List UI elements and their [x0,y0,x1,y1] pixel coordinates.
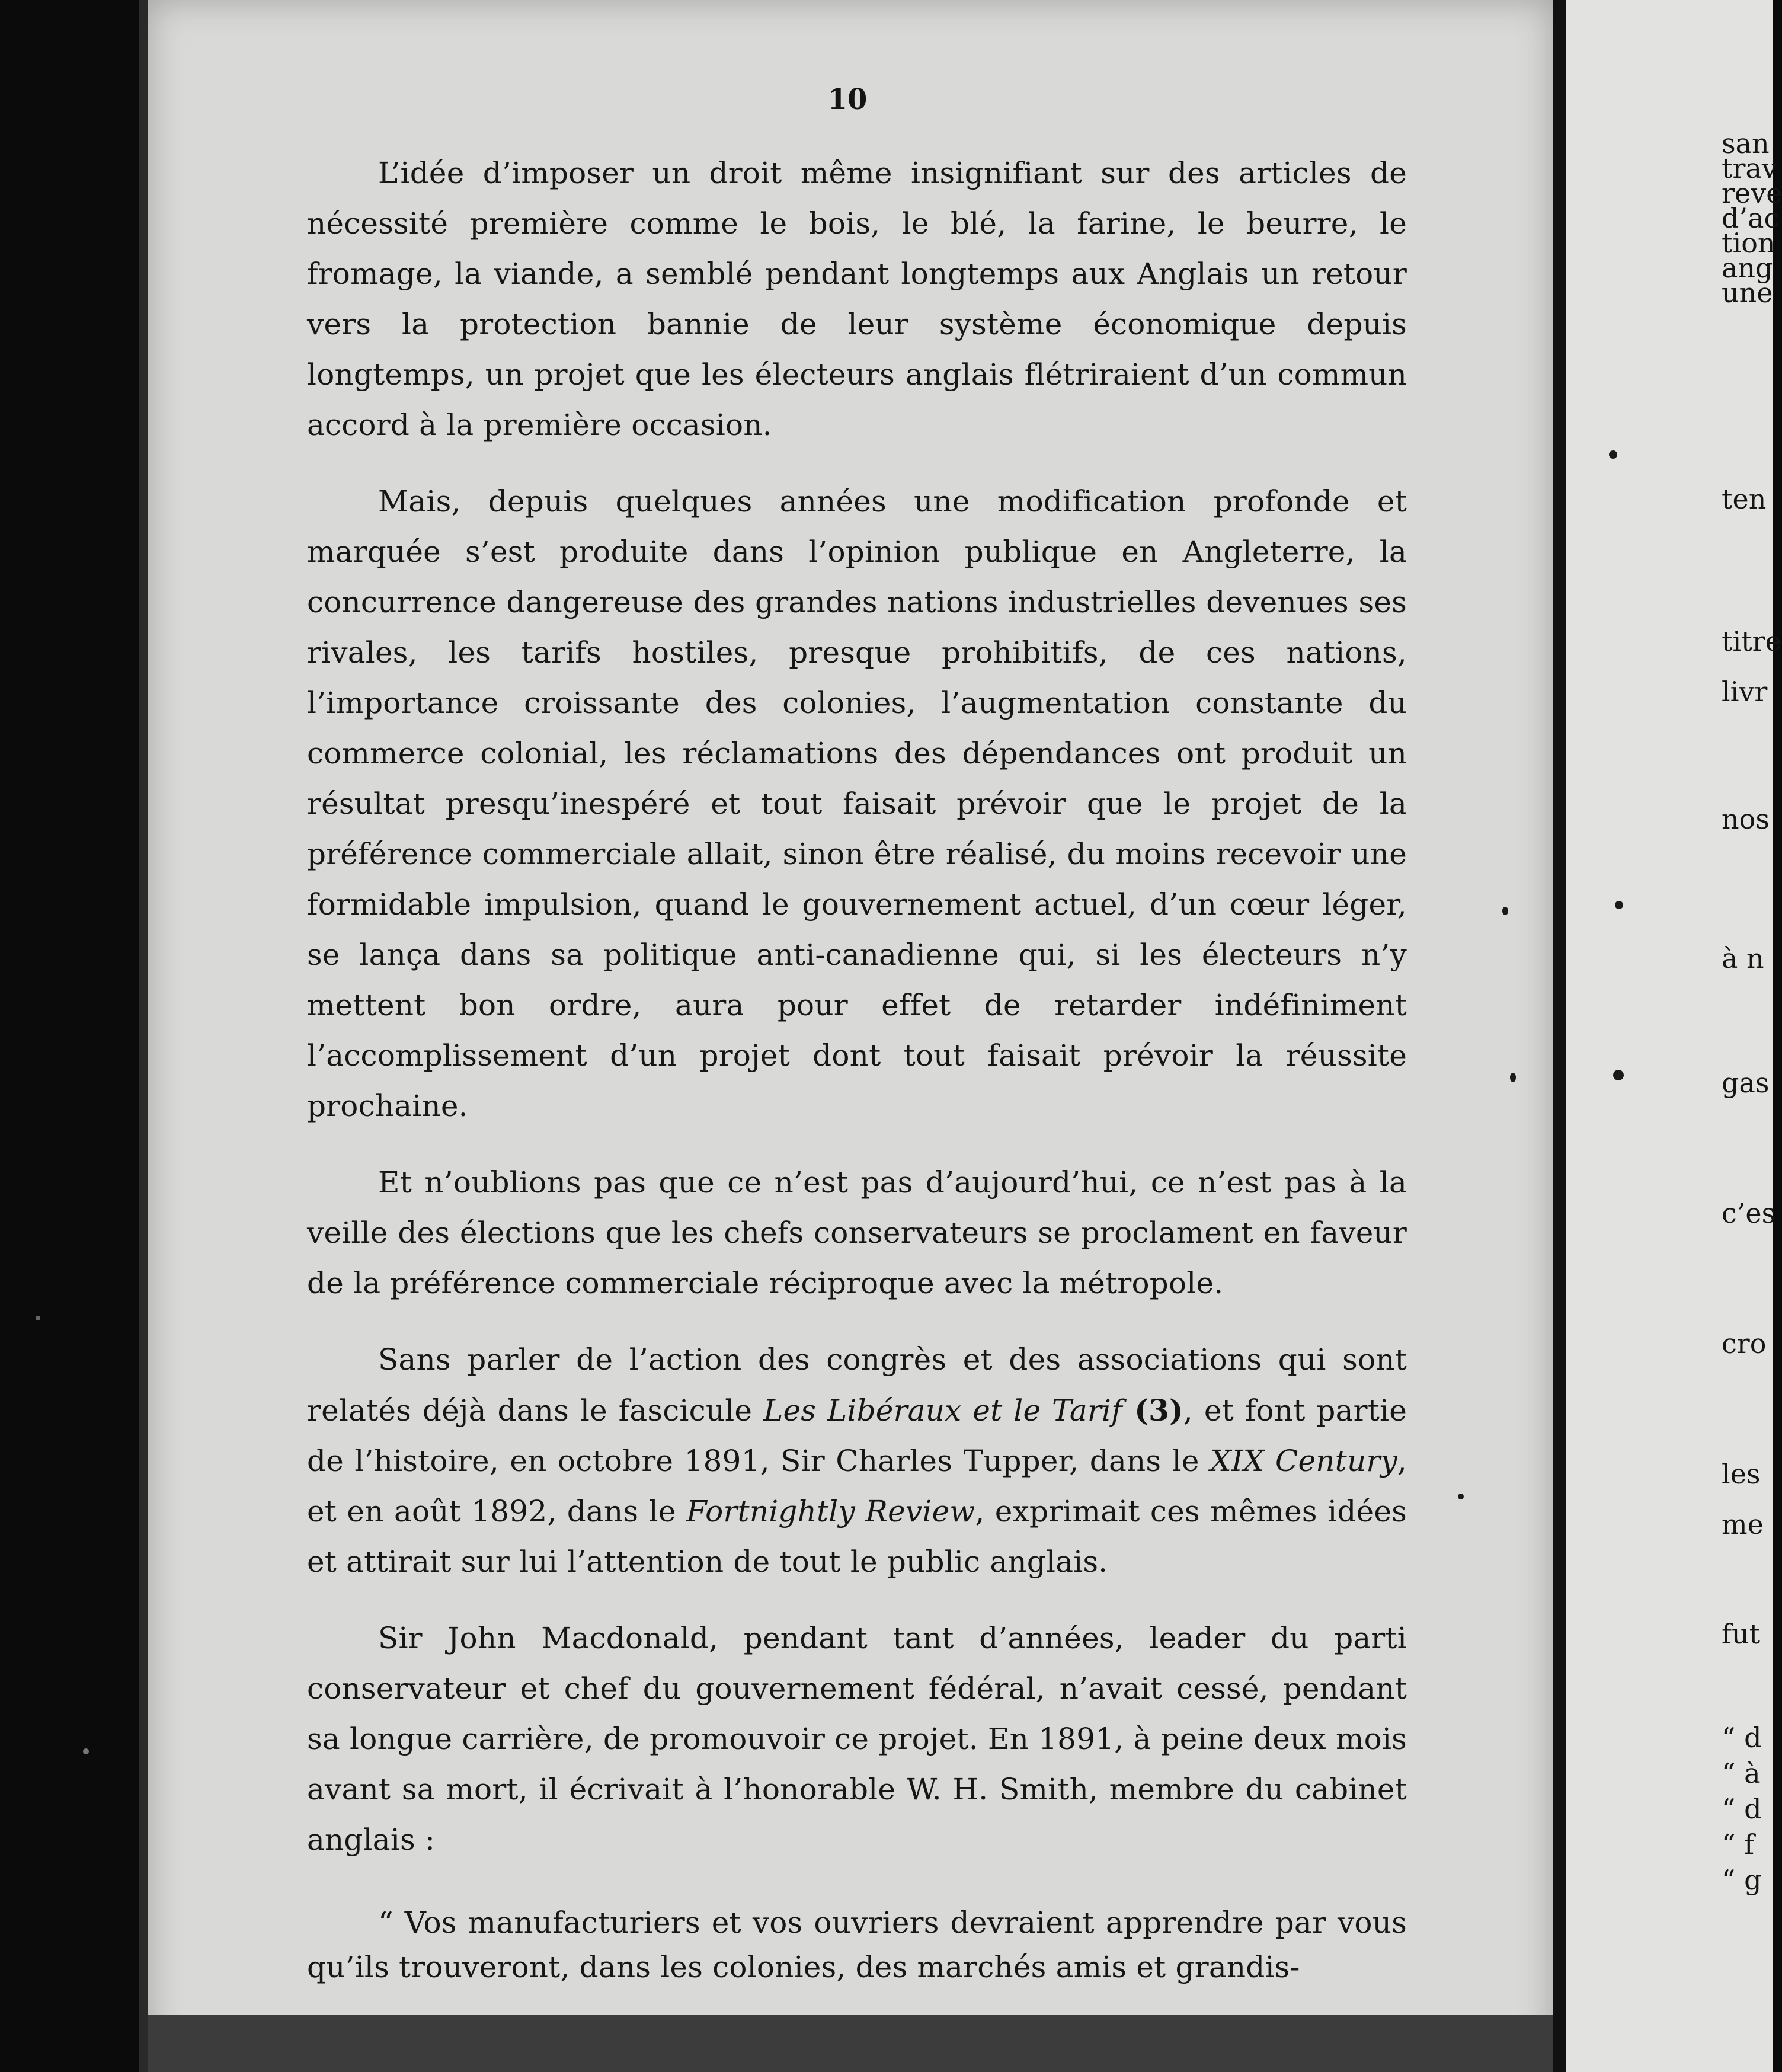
fascicule-reference: (3) [1122,1393,1183,1428]
paragraph-4-text-a: Sans parler de l’action des congrès et des associations qui sont relatés déjà dans le fascicule [307,1342,1407,1428]
facing-fragment: cro [1722,1328,1767,1360]
ink-speck [1613,1070,1624,1080]
facing-fragment: une [1722,277,1773,309]
cited-title-xix-century: XIX Century [1210,1444,1397,1478]
paragraph-4-text-c: , et en août 1892, dans le [307,1444,1407,1529]
facing-fragment: titre [1722,625,1781,657]
facing-fragment: gas [1722,1067,1770,1099]
page-body [307,148,1407,2016]
facing-fragment: ang [1722,252,1773,284]
facing-fragment: “ à [1722,1757,1761,1789]
facing-fragment: me [1722,1508,1764,1540]
paragraph-4-text-b: , et font partie de l’histoire, en octobre 1891, Sir Charles Tupper, dans le [307,1393,1407,1478]
cited-title-les-liberaux: Les Libéraux et le Tarif [763,1393,1122,1428]
facing-fragment: reve [1722,177,1782,209]
page-number: 10 [827,83,868,116]
quotation: “ Vos manufacturiers et vos ouvriers devraient apprendre par vous qu’ils trouveront, dans les colonies, des marchés amis et grandis- [307,1905,1407,1984]
paragraph-1: L’idée d’imposer un droit même insignifiant sur des articles de nécessité première comme le bois, le blé, la farine, le beurre, le fromage, la viande, a semblé pendant longtemps aux Anglais un retour vers la protection bannie de leur système économique depuis longtemps, un projet que les électeurs anglais flétriraient d’un commun accord à la première occasion. [307,156,1407,442]
ink-speck [1502,907,1508,915]
facing-fragment: à n [1722,942,1764,974]
facing-fragment: tion [1722,227,1775,259]
ink-speck [1609,450,1617,459]
paragraph-5: Sir John Macdonald, pendant tant d’années, leader du parti conservateur et chef du gouvernement fédéral, n’avait cessé, pendant sa longue carrière, de promouvoir ce projet. En 1891, à peine deux mois avant sa mort, il écrivait à l’honorable W. H. Smith, membre du cabinet anglais : [307,1621,1407,1857]
ink-speck [83,1748,89,1754]
ink-speck [36,1316,40,1320]
ink-speck [1510,1073,1516,1082]
cited-title-fortnightly-review: Fortnightly Review [686,1494,975,1529]
facing-fragment: “ g [1722,1864,1762,1896]
facing-fragment: les [1722,1458,1761,1490]
facing-fragment: san [1722,127,1770,159]
page-shadow-bottom [148,2015,1553,2072]
paragraph-3: Et n’oublions pas que ce n’est pas d’aujourd’hui, ce n’est pas à la veille des élections que les chefs conservateurs se proclament en faveur de la préférence commerciale réciproque avec la métropole. [307,1165,1407,1300]
facing-fragment: “ f [1722,1828,1755,1860]
facing-page-text [1722,0,1782,2072]
book-gutter [1553,0,1566,2072]
paragraph-4 [307,1335,1407,1587]
facing-fragment: trav [1722,152,1777,184]
facing-fragment: d’ac [1722,202,1780,234]
paragraph-2: Mais, depuis quelques années une modification profonde et marquée s’est produite dans l’opinion publique en Angleterre, la concurrence dangereuse des grandes nations industrielles devenues ses rivales, les tarifs hostiles, presque prohibitifs, de ces nations, l’importance croissante des colonies, l’augmentation constante du commerce colonial, les réclamations des dépendances ont produit un résultat presqu’inespéré et tout faisait prévoir que le projet de la préférence commerciale allait, sinon être réalisé, du moins recevoir une formidable impulsion, quand le gouvernement actuel, d’un cœur léger, se lança dans sa politique anti-canadienne qui, si les électeurs n’y mettent bon ordre, aura pour effet de retarder indéfiniment l’accomplissement d’un projet dont tout faisait prévoir la réussite prochaine. [307,484,1407,1123]
ink-speck [1615,901,1623,909]
facing-fragment: “ d [1722,1722,1762,1754]
facing-fragment: “ d [1722,1793,1762,1825]
facing-fragment: nos [1722,803,1770,835]
ink-speck [1458,1494,1464,1499]
facing-fragment: livr [1722,676,1768,708]
facing-fragment: ten [1722,483,1767,515]
facing-fragment: c’es [1722,1197,1776,1229]
facing-fragment: fut [1722,1618,1761,1650]
paragraph-4-text-d: , exprimait ces mêmes idées et attirait sur lui l’attention de tout le public anglais. [307,1494,1407,1579]
